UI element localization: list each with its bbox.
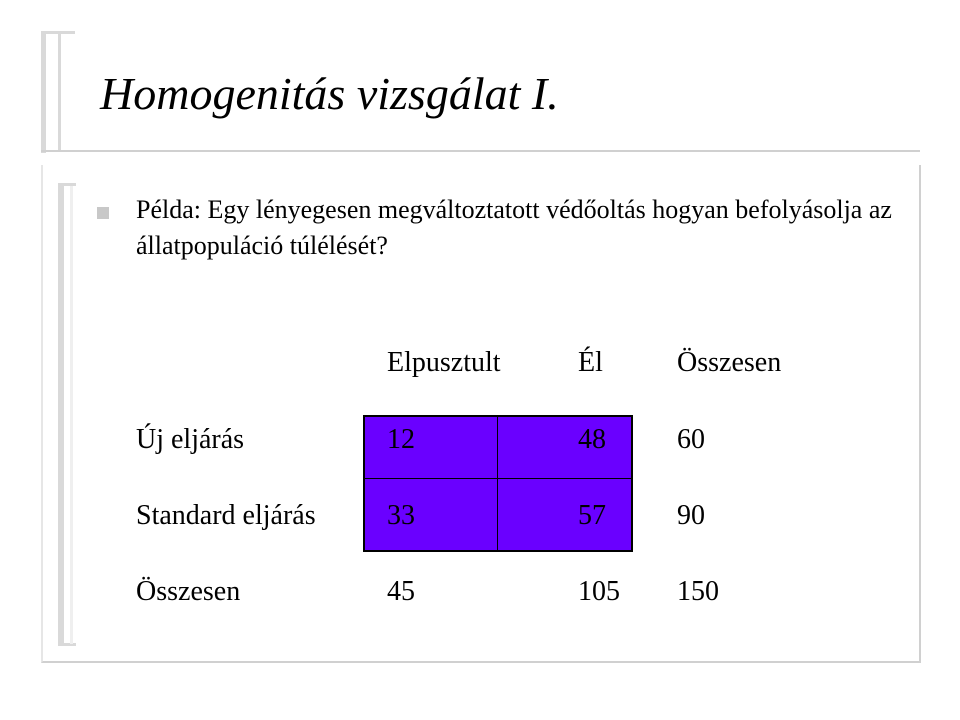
cell-osszesen-osszesen: 150 xyxy=(677,576,719,607)
bullet-text: Példa: Egy lényegesen megváltoztatott védőoltás hogyan befolyásolja az állatpopuláció túlélését? xyxy=(136,195,892,260)
cell-uj-osszesen: 60 xyxy=(677,424,705,455)
title-divider xyxy=(41,150,920,152)
cell-standard-osszesen: 90 xyxy=(677,500,705,531)
row-label-standard-eljaras: Standard eljárás xyxy=(136,500,316,531)
bullet-square-icon xyxy=(97,207,109,219)
observed-counts-vertical-divider xyxy=(497,415,498,552)
title-frame-bracket-inner xyxy=(58,32,73,152)
column-header-el: Él xyxy=(578,347,603,378)
cell-uj-elpusztult: 12 xyxy=(387,424,415,455)
observed-counts-horizontal-divider xyxy=(363,478,633,479)
slide-title: Homogenitás vizsgálat I. xyxy=(100,68,559,119)
content-frame-bracket-inner xyxy=(70,186,74,644)
row-label-uj-eljaras: Új eljárás xyxy=(136,424,245,455)
cell-standard-elpusztult: 33 xyxy=(387,500,415,531)
column-header-osszesen: Összesen xyxy=(677,347,782,378)
column-header-elpusztult: Elpusztult xyxy=(387,347,501,378)
cell-osszesen-elpusztult: 45 xyxy=(387,576,415,607)
row-label-osszesen: Összesen xyxy=(136,576,241,607)
cell-uj-el: 48 xyxy=(578,424,606,455)
cell-standard-el: 57 xyxy=(578,500,606,531)
cell-osszesen-el: 105 xyxy=(578,576,620,607)
